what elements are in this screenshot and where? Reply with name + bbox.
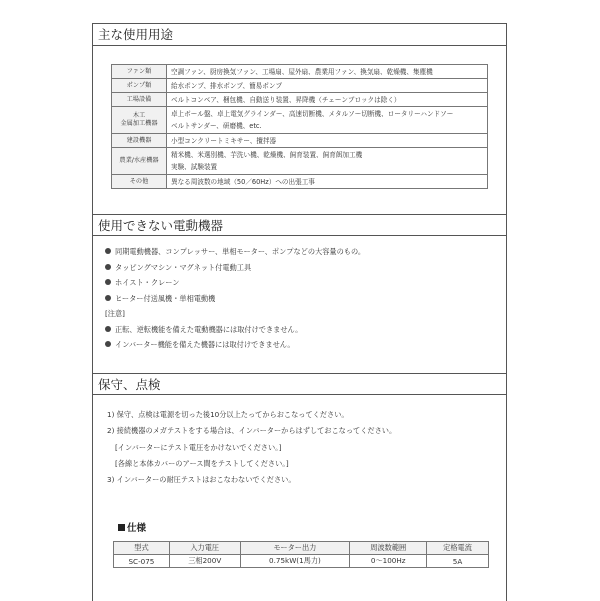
spec-header: モーター出力 (240, 542, 350, 555)
list-item (101, 337, 365, 353)
table-row (112, 93, 488, 107)
list-item (101, 306, 365, 322)
uses-table (111, 64, 488, 189)
uses-category: 工場設備 (112, 93, 167, 107)
list-item-text: 同期電動機器、コンプレッサー、単相モーター、ポンプなどの大容量のもの。 (115, 247, 366, 256)
table-row (112, 79, 488, 93)
uses-value-line: 実験、試験装置 (171, 163, 218, 171)
uses-value: 給水ポンプ、排水ポンプ、簡易ポンプ (167, 79, 488, 93)
uses-value-line: 卓上ボール盤、卓上電気グラインダー、高速切断機、メタルソー切断機、ロータリーハンドソー (171, 110, 454, 118)
spec-cell: SC-075 (114, 555, 170, 568)
table-row (112, 65, 488, 79)
spec-header: 型式 (114, 542, 170, 555)
uses-category: 農業/水産機器 (112, 148, 167, 175)
list-item: [各線と本体カバーのアース間をテストしてください。] (115, 458, 289, 468)
spec-cell: 5A (427, 555, 489, 568)
spec-cell: 0.75kW(1馬力) (240, 555, 350, 568)
list-item-text: タッピングマシン・マグネット付電動工具 (115, 262, 252, 272)
list-item (101, 291, 365, 307)
bullet-icon (105, 264, 111, 270)
spec-header: 周波数範囲 (350, 542, 427, 555)
bullet-icon (105, 279, 111, 285)
uses-category: ファン類 (112, 65, 167, 79)
document-page (92, 23, 507, 601)
list-item: 1) 保守、点検は電源を切った後10分以上たってからおこなってください。 (107, 410, 349, 419)
list-item-text: インバーター機能を備えた機器には取付けできません。 (115, 340, 295, 349)
bullet-icon (105, 326, 111, 332)
list-item (101, 244, 365, 260)
table-header-row (114, 542, 489, 555)
uses-value (167, 148, 488, 175)
spec-table (113, 541, 489, 568)
list-item (101, 322, 365, 338)
maintenance-list (107, 407, 396, 488)
list-item: [インバーターにテスト電圧をかけないでください。] (115, 442, 282, 452)
uses-category: その他 (112, 175, 167, 189)
spec-header: 入力電圧 (169, 542, 240, 555)
table-row (112, 175, 488, 189)
uses-value: 異なる周波数の地域（50／60Hz）への出張工事 (167, 175, 488, 189)
uses-value (167, 107, 488, 134)
cannot-section-title: 使用できない電動機器 (93, 214, 506, 236)
table-row (112, 107, 488, 134)
square-bullet-icon (118, 524, 125, 531)
list-item (101, 260, 365, 276)
list-item-text: ヒーター付送風機・単相電動機 (115, 293, 216, 303)
uses-value-line: 精米機、米選別機、芋洗い機、乾燥機、飼育装置、飼育餌加工機 (171, 151, 363, 159)
list-item (101, 275, 365, 291)
bullet-icon (105, 248, 111, 254)
maintenance-section-title: 保守、点検 (93, 373, 506, 395)
spec-title-text: 仕様 (127, 523, 147, 534)
list-item: 3) インバーターの耐圧テストはおこなわないでください。 (107, 475, 296, 485)
uses-value-line: ベルトサンダー、研磨機、etc. (171, 122, 262, 130)
spec-cell: 三相200V (169, 555, 240, 568)
uses-value: ベルトコンベア、梱包機、自動送り装置、昇降機（チェーンブロックは除く） (167, 93, 488, 107)
cannot-list (101, 244, 365, 353)
uses-section-title: 主な使用用途 (93, 24, 506, 46)
uses-category: ポンプ類 (112, 79, 167, 93)
uses-value: 小型コンクリートミキサー、攪拌器 (167, 134, 488, 148)
bullet-icon (105, 341, 111, 347)
list-item-text: 正転、逆転機能を備えた電動機器には取付けできません。 (115, 324, 303, 334)
spec-title (118, 520, 146, 534)
uses-category: 建設機器 (112, 134, 167, 148)
note-label: [注意] (105, 309, 125, 318)
spec-header: 定格電流 (427, 542, 489, 555)
uses-category-line: 金属加工機器 (120, 120, 158, 127)
spec-cell: 0〜100Hz (350, 555, 427, 568)
uses-category-line: 木工 (132, 112, 146, 119)
bullet-icon (105, 295, 111, 301)
uses-category (112, 107, 167, 134)
table-row (114, 555, 489, 568)
list-item-text: ホイスト・クレーン (115, 278, 180, 287)
uses-value: 空調ファン、厨房換気ファン、工場扇、屋外扇、農業用ファン、換気扇、乾燥機、集塵機 (167, 65, 488, 79)
table-row (112, 134, 488, 148)
list-item: 2) 接続機器のメガテストをする場合は、インバーターからはずしておこなってください。 (107, 426, 397, 436)
table-row (112, 148, 488, 175)
